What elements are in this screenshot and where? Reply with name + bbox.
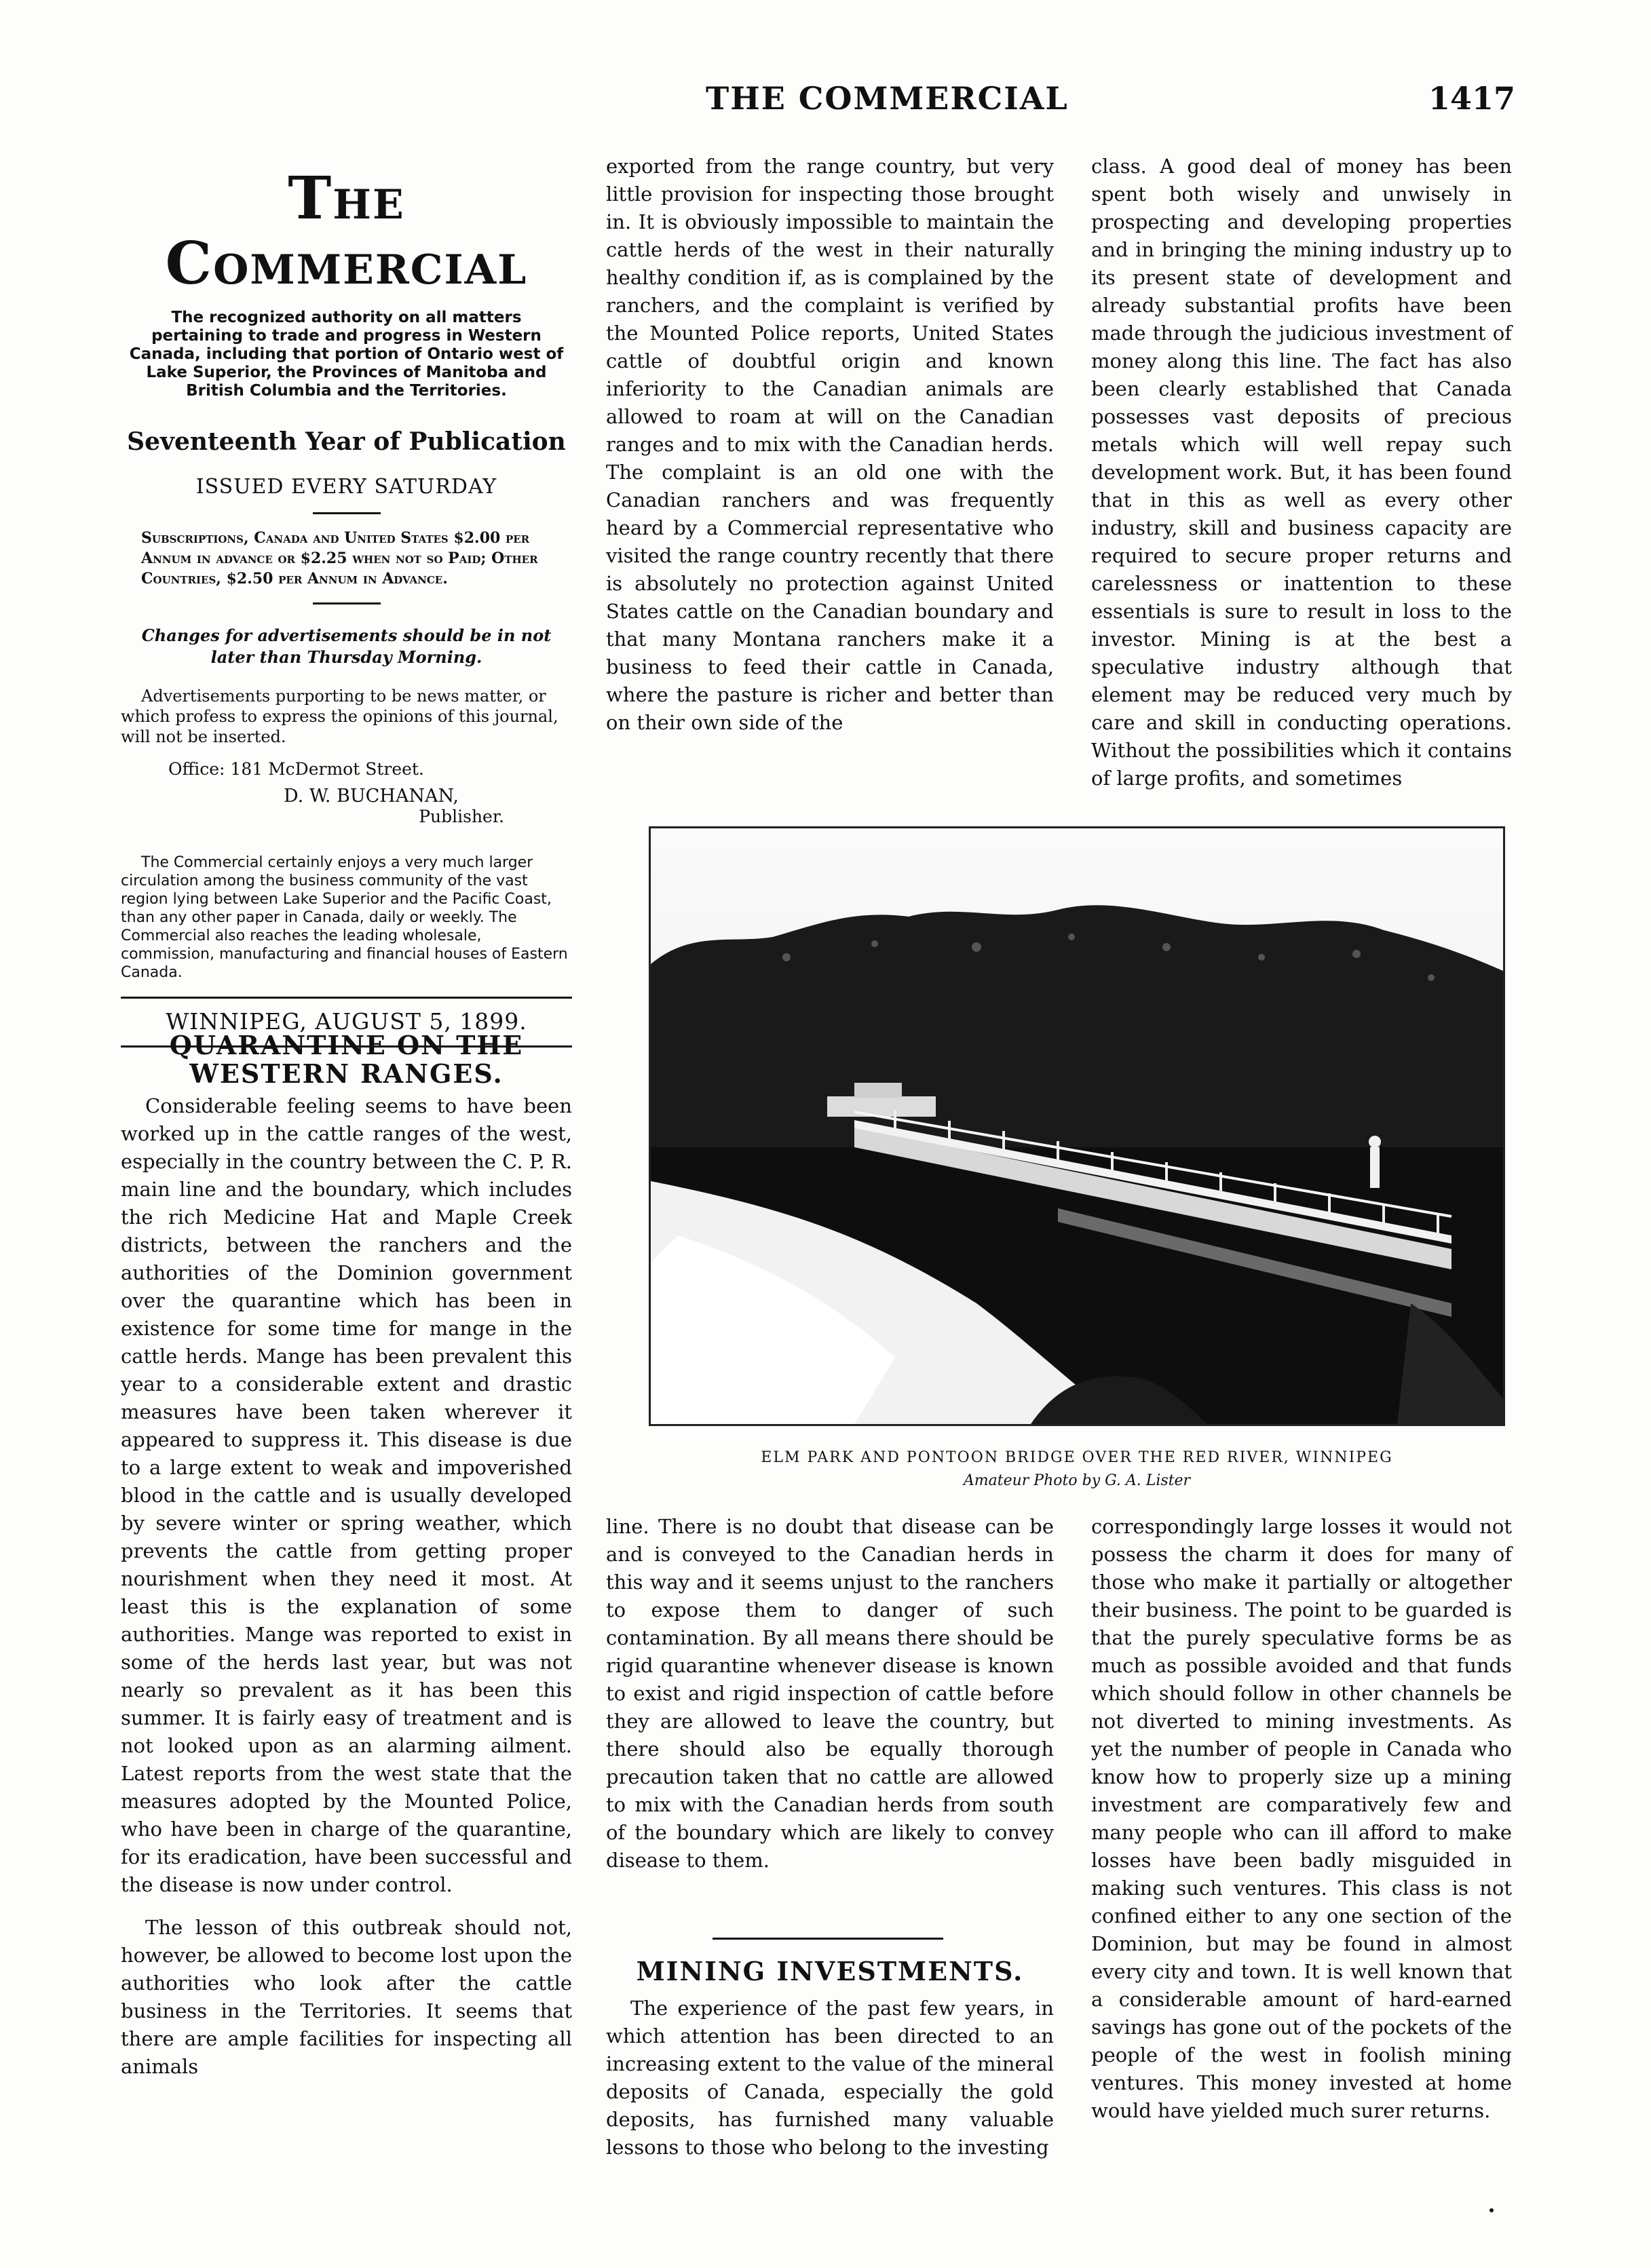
photo-illustration xyxy=(651,828,1503,1424)
quarantine-conclusion: line. There is no doubt that disease can be and is conveyed to the Canadian herds in this way and it seems unjust to the ranchers to expose them to danger of such contamination. By all means there should be rigid quarantine whenever disease is known to exist and rigid inspection of cattle before they are allowed to leave the country, but there should also be equally thorough precaution taken that no cattle are allowed to mix with the Canadian herds from south of the boundary which are likely to convey disease to them. xyxy=(606,1515,1054,1872)
issued-notice: ISSUED EVERY SATURDAY xyxy=(195,475,497,499)
publication-year: Seventeenth Year of Publication xyxy=(127,427,566,456)
running-header-title: THE COMMERCIAL xyxy=(706,80,1069,117)
publisher-name: D. W. BUCHANAN, xyxy=(284,786,459,807)
masthead-logo: The Commercial xyxy=(165,164,528,298)
masthead xyxy=(121,153,572,1047)
quarantine-headline-wrap xyxy=(121,1031,572,1088)
mining-headline: MINING INVESTMENTS. xyxy=(636,1956,1024,1986)
masthead-tagline: The recognized authority on all matters pertaining to trade and progress in Western Canada, including that portion of Ontario west of Lake Superior, the Provinces of Manitoba and British Columbia and the Territories. xyxy=(129,309,564,400)
quarantine-continued-text: exported from the range country, but very little provision for inspecting those brought in. It is obviously impossible to maintain the cattle herds of the west in their naturally healthy condition if, as is complained by the ranchers, and the complaint is verified by the Mounted Police reports, United States cattle of doubtful origin and known inferiority to the Canadian animals are allowed to roam at will on the Canadian ranges and to mix with the Canadian herds. The complaint is an old one with the Canadian ranchers and was frequently heard by a Commercial representative who visited the range country recently that there is absolutely no protection against United States cattle on the Canadian boundary and that many Montana ranchers make it a business to feed their cattle in Canada, where the pasture is richer and better than on their own side of the xyxy=(606,155,1054,734)
masthead-divider xyxy=(313,512,381,514)
page-number: 1417 xyxy=(1428,80,1515,117)
mining-headline-wrap xyxy=(606,1957,1054,1986)
mining-paragraph-1: The experience of the past few years, in which attention has been directed to an increasing extent to the value of the mineral deposits of Canada, especially the gold deposits, has furnished many valuable lessons to those who belong to the investing xyxy=(606,1997,1054,2159)
quarantine-column-2-top xyxy=(606,153,1054,737)
quarantine-column-2-bottom xyxy=(606,1513,1054,1875)
advertising-notice: Advertisements purporting to be news matter, or which profess to express the opinions of this journal, will not be inserted. xyxy=(121,687,558,746)
quarantine-paragraph-1: Considerable feeling seems to have been worked up in the cattle ranges of the west, especially in the country between the C. P. R. main line and the boundary, which includes the rich Medicine Hat and Maple Creek districts, between the ranchers and the authorities of the Dominion government over the quarantine which has been in existence for some time for mange in the cattle herds. Mange has been prevalent this year to a considerable extent and drastic measures have been taken wherever it appeared to suppress it. This disease is due to a large extent to weak and impoverished blood in the cattle and is usually developed by severe winter or spring weather, which prevents the cattle from getting proper nourishment when they need it most. At least this is the explanation of some authorities. Mange was reported to exist in some of the herds last year, but was not nearly so prevalent as it has been this summer. It is fairly easy of treatment and is not looked upon as an alarming ailment. Latest reports from the west state that the measures adopted by the Mounted Police, who have been in charge of the quarantine, for its eradication, have been successful and the disease is now under control. xyxy=(121,1094,572,1896)
mining-conclusion: correspondingly large losses it would not possess the charm it does for many of those who make it partially or altogether their business. The point to be guarded is that the purely speculative forms be as much as possible avoided and that funds which should follow in other channels be not diverted to mining investments. As yet the number of people in Canada who know how to properly size up a mining investment are comparatively few and many people who can ill afford to make losses have been badly misguided in making such ventures. This class is not confined either to any one section of the Dominion, but may be found in almost every city and town. It is well known that a considerable amount of hard-earned savings has gone out of the pockets of the people of the west in foolish mining ventures. This money invested at home would have yielded much surer returns. xyxy=(1091,1515,1512,2122)
subscription-rates: Subscriptions, Canada and United States $2.00 per Annum in advance or $2.25 when not so Paid; Other Countries, $2.50 per Annum in Advance. xyxy=(141,529,538,588)
mining-continued-text: class. A good deal of money has been spent both wisely and unwisely in prospecting and developing properties and in bringing the mining industry up to its present state of development and already substantial profits have been made through the judicious investment of money along this line. The fact has also been clearly established that Canada possesses vast deposits of precious metals which will well repay such development work. But, it has been found that in this as well as every other industry, skill and business capacity are required to secure proper returns and carelessness or inattention to these essentials is sure to result in loss to the investor. Mining is at the best a speculative industry although that element may be reduced very much by care and skill in conducting operations. Without the possibilities which it contains of large profits, and sometimes xyxy=(1091,155,1512,790)
article-divider xyxy=(713,1938,943,1940)
end-mark xyxy=(1489,2208,1494,2212)
mining-column-3-top xyxy=(1091,153,1512,792)
masthead-divider xyxy=(313,602,381,604)
dateline: WINNIPEG, AUGUST 5, 1899. xyxy=(166,1008,527,1035)
quarantine-headline: QUARANTINE ON THE WESTERN RANGES. xyxy=(169,1030,524,1089)
changes-notice: Changes for advertisements should be in not later than Thursday Morning. xyxy=(141,626,552,667)
mining-column-2 xyxy=(606,1995,1054,2161)
mining-column-3-bottom xyxy=(1091,1513,1512,2125)
circulation-notice: The Commercial certainly enjoys a very much larger circulation among the business community of the vast region lying between Lake Superior and the Pacific Coast, than any other paper in Canada, daily or weekly. The Commercial also reaches the leading wholesale, commission, manufacturing and financial houses of Eastern Canada. xyxy=(121,854,568,981)
publisher-title: Publisher. xyxy=(419,807,504,826)
office-address: Office: 181 McDermot Street. xyxy=(168,759,424,779)
photo-credit: Amateur Photo by G. A. Lister xyxy=(963,1472,1191,1489)
photo-caption: ELM PARK AND PONTOON BRIDGE OVER THE RED RIVER, WINNIPEG xyxy=(761,1449,1393,1466)
quarantine-paragraph-2: The lesson of this outbreak should not, however, be allowed to become lost upon the authorities who look after the cattle business in the Territories. It seems that there are ample facilities for inspecting all animals xyxy=(121,1916,572,2078)
quarantine-column-1 xyxy=(121,1092,572,2081)
running-header xyxy=(0,80,1651,121)
dateline-rule xyxy=(121,997,572,999)
photograph xyxy=(649,826,1505,1426)
